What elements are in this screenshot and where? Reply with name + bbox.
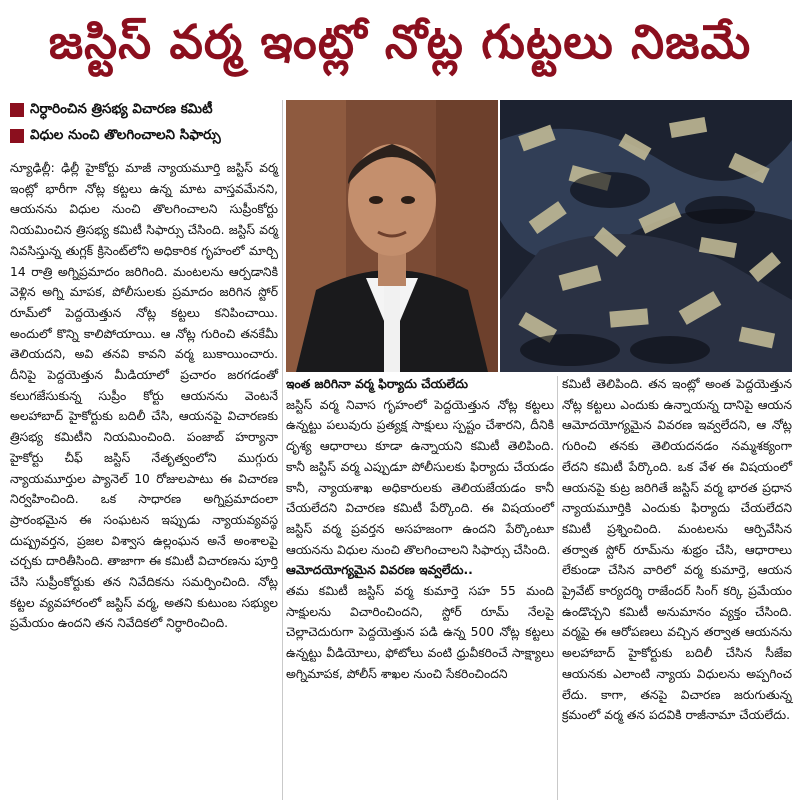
justice-portrait-photo	[286, 100, 498, 372]
square-bullet-icon	[10, 103, 24, 117]
article-column-1	[10, 158, 278, 634]
column-divider	[282, 100, 283, 800]
article-column-3	[562, 374, 792, 726]
subhead-2	[10, 124, 280, 148]
column-2-para-2: తమ కమిటీ జస్టిస్ వర్మ కుమార్తె సహ 55 మంది సాక్షులను విచారించిందని, స్టోర్ రూమ్ నేలపై చెల్లాచెదురుగా పెద్దయెత్తున పడి ఉన్న 500 నోట్ల కట్టలు ఉన్నట్టు వీడియోలు, ఫోటోలు వంటి ధ్రువీకరించే సాక్ష్యాలు అగ్నిమాపక, పోలీస్ శాఖల నుంచి సేకరించిందని	[286, 584, 554, 681]
subhead-1-text: నిర్ధారించిన త్రిసభ్య విచారణ కమిటీ	[30, 100, 213, 117]
column-1-text: న్యూఢిల్లీ: ఢిల్లీ హైకోర్టు మాజీ న్యాయమూర్తి జస్టిస్ వర్మ ఇంట్లో భారీగా నోట్ల కట్టలు ఉన్న మాట వాస్తవమేనని, ఆయనను విధుల నుంచి తొలగించాలని సుప్రీంకోర్టు నియమించిన త్రిసభ్య కమిటీ సిఫార్సు చేసింది. జస్టిస్ వర్మ నివసిస్తున్న తుగ్లక్ క్రిసెంట్‌లోని అధికారిక గృహంలో మార్చి 14 రాత్రి అగ్నిప్రమాదం జరిగింది. మంటలను ఆర్పడానికి వెళ్లిన అగ్ని మాపక, పోలీసులకు ప్రమాదం జరిగిన స్టోర్ రూమ్‌లో పెద్దయెత్తున నోట్ల కట్టలు కనిపించాయి. అందులో కొన్ని కాలిపోయాయి. ఆ నోట్ల గురించి తనకేమీ తెలియదని, అవి తనవి కావని వర్మ బుకాయించారు. దీనిపై పెద్దయెత్తున మీడియాలో ప్రచారం జరగడంతో కలుగజేసుకున్న సుప్రీం కోర్టు ఆయనను వెంటనే అలహాబాద్ హైకోర్టుకు బదిలీ చేసి, ఆయనపై విచారణకు త్రిసభ్య కమిటీని నియమించింది. పంజాబ్ హర్యానా హైకోర్టు చీఫ్ జస్టిస్ నేతృత్వంలోని ముగ్గురు న్యాయమూర్తుల ప్యానెల్ 10 రోజులపాటు ఈ విచారణ నిర్వహించింది. ఒక సాధారణ అగ్నిప్రమాదంలా ప్రారంభమైన ఈ సంఘటన ఇప్పుడు న్యాయవ్యవస్థ దుష్ప్రవర్తన, ప్రజల విశ్వాస ఉల్లంఘన అనే అంశాలపై చర్చకు దారితీసింది. తాజాగా ఈ కమిటీ విచారణను పూర్తి చేసి సుప్రీంకోర్టుకు తన నివేదికను సమర్పించింది. నోట్ల కట్టల వ్యవహారంలో జస్టిస్ వర్మ, అతని కుటుంబ సభ్యుల ప్రమేయం ఉందని తన నివేదికలో నిర్ధారించింది.	[10, 161, 278, 631]
column-divider	[557, 376, 558, 800]
burnt-currency-photo	[500, 100, 792, 372]
square-bullet-icon	[10, 129, 24, 143]
column-2-para-1: జస్టిస్ వర్మ నివాస గృహంలో పెద్దయెత్తున నోట్ల కట్టలు ఉన్నట్టు పలువురు ప్రత్యక్ష సాక్షులు స్పష్టం చేశారని, దీనికి దృశ్య ఆధారాలు కూడా ఉన్నాయని కమిటీ తెలిపింది. కానీ జస్టిస్ వర్మ ఎప్పుడూ పోలీసులకు ఫిర్యాదు చేయడం కానీ, న్యాయశాఖ అధికారులకు తెలియజేయడం కానీ చేయలేదని విచారణ కమిటీ పేర్కొంది. ఈ విషయంలో జస్టిస్ వర్మ ప్రవర్తన అసహజంగా ఉందని పేర్కొంటూ ఆయనను విధుల నుంచి తొలగించాలని సిఫార్సు చేసింది.	[286, 397, 554, 557]
column-2-subhead-1: ఇంత జరిగినా వర్మ ఫిర్యాదు చేయలేదు	[286, 377, 469, 391]
column-2-subhead-2: ఆమోదయోగ్యమైన వివరణ ఇవ్వలేదు..	[286, 563, 473, 578]
burnt-notes-illustration	[500, 100, 792, 372]
portrait-illustration	[286, 100, 498, 372]
article-column-2	[286, 374, 554, 685]
headline: జస్టిస్ వర్మ ఇంట్లో నోట్ల గుట్టలు నిజమే	[48, 15, 752, 70]
subhead-1	[10, 98, 280, 122]
subhead-2-text: విధుల నుంచి తొలగించాలని సిఫార్సు	[30, 126, 221, 143]
column-3-text: కమిటీ తెలిపింది. తన ఇంట్లో అంత పెద్దయెత్తున నోట్ల కట్టలు ఎందుకు ఉన్నాయన్న దానిపై ఆయన ఆమోదయోగ్యమైన వివరణ ఇవ్వలేదని, ఆ నోట్ల గురించి తనకు తెలియదనడం నమ్మశక్యంగా లేదని కమిటీ పేర్కొంది. ఒక వేళ ఈ విషయంలో ఆయనపై కుట్ర జరిగితే జస్టిస్ వర్మ భారత ప్రధాన న్యాయమూర్తికి ఎందుకు ఫిర్యాదు చేయలేదని కమిటీ ప్రశ్నించింది. మంటలను ఆర్పివేసిన తర్వాత స్టోర్ రూమ్‌ను శుభ్రం చేసి, ఆధారాలు లేకుండా చేసిన వారిలో వర్మ కుమార్తె, ఆయన ప్రైవేట్ కార్యదర్శి రాజేందర్ సింగ్ కర్కి ప్రమేయం ఉండొచ్చని కమిటీ అనుమానం వ్యక్తం చేసింది. వర్మపై ఈ ఆరోపణలు వచ్చిన తర్వాత ఆయనను అలహాబాద్ హైకోర్టుకు బదిలీ చేసిన సీజేఐ ఆయనకు ఎలాంటి న్యాయ విధులను అప్పగించ లేదు. కాగా, తనపై విచారణ జరుగుతున్న క్రమంలో వర్మ తన పదవికి రాజీనామా చేయలేదు.	[562, 377, 792, 723]
